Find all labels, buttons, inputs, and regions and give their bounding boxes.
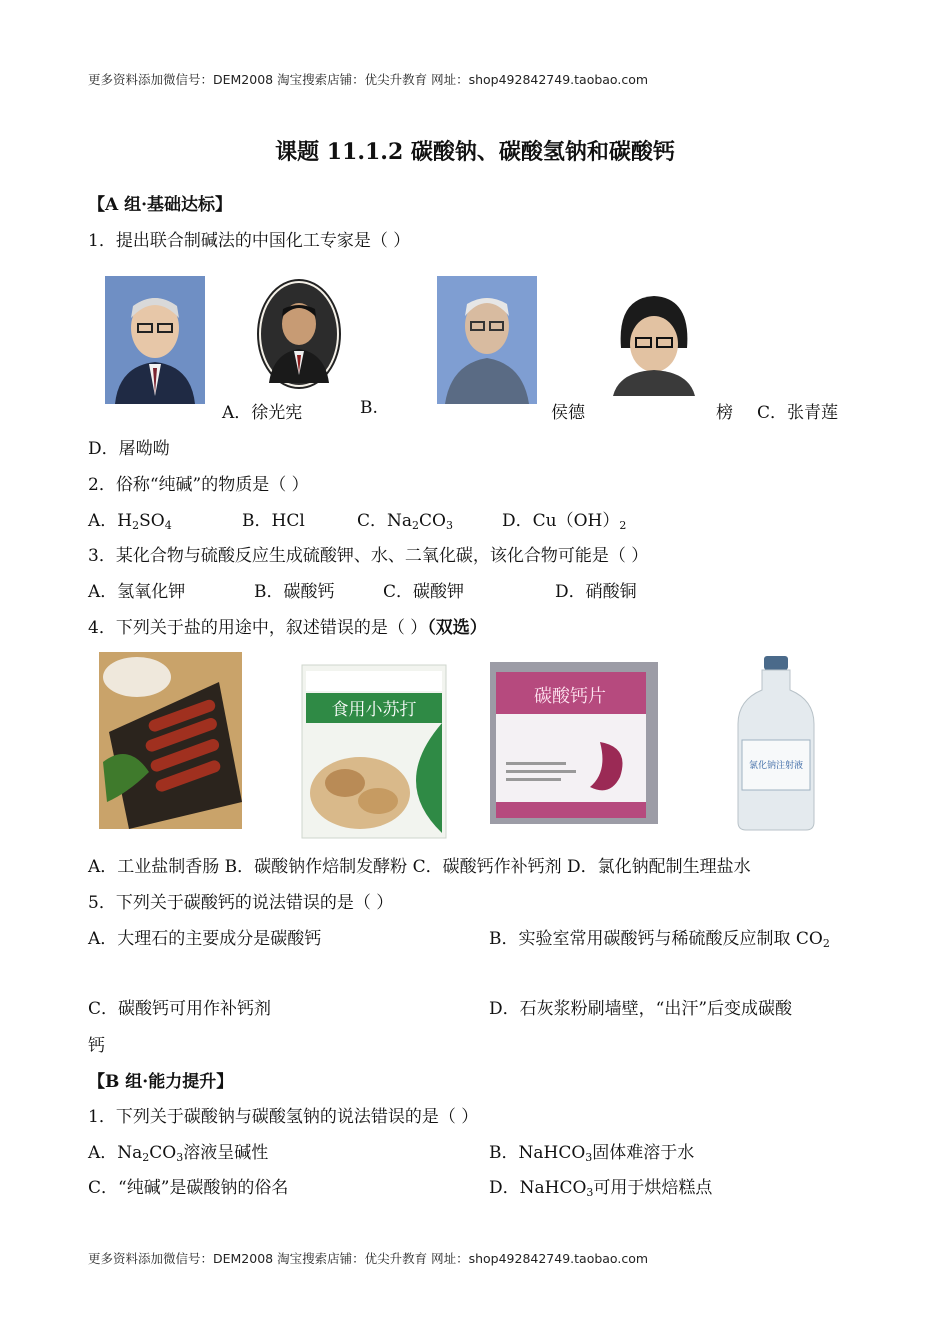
q4-options: A．工业盐制香肠 B．碳酸钠作焙制发酵粉 C．碳酸钙作补钙剂 D．氯化钠配制生理盐水 [88,857,751,877]
q1-option-b-name-part1: 侯德 [551,403,585,423]
q3-stem: 3．某化合物与硫酸反应生成硫酸钾、水、二氧化碳，该化合物可能是（ ） [88,546,649,566]
q5-option-d-continued: 钙 [88,1036,105,1056]
calcium-carbonate-tablets-image [490,662,658,824]
q1-option-a: A．徐光宪 [222,403,303,423]
section-a-heading: 【A 组·基础达标】 [88,195,233,215]
q5-option-a: A．大理石的主要成分是碳酸钙 [88,929,322,949]
q5-option-c: C．碳酸钙可用作补钙剂 [88,999,272,1019]
portrait-xu-guangxian [105,276,205,404]
q3-option-a: A．氢氧化钾 [88,582,186,602]
b1-option-c: C．“纯碱”是碳酸钠的俗名 [88,1178,289,1198]
calcium-tablets-label: 碳酸钙片 [534,686,606,707]
q1-option-c: C．张青莲 [757,403,839,423]
portrait-zhang-qinglian [437,276,537,404]
section-b-heading: 【B 组·能力提升】 [88,1072,234,1092]
sausage-image [99,652,242,829]
q1-option-b-name-part2: 榜 [716,403,733,423]
q5-option-d: D．石灰浆粉刷墙壁，“出汗”后变成碳酸 [489,999,793,1019]
q1-option-b: B. [360,398,378,418]
b1-option-d: D．NaHCO$_3$可用于烘焙糕点 [489,1178,713,1199]
q3-option-d: D．硝酸铜 [555,582,637,602]
baking-soda-package-image [300,663,448,840]
saline-bottle-image [734,654,818,832]
q2-option-b: B．HCl [242,511,305,531]
page-title: 课题 11.1.2 碳酸钠、碳酸氢钠和碳酸钙 [275,139,675,165]
q1-stem: 1．提出联合制碱法的中国化工专家是（ ） [88,231,411,251]
q3-option-c: C．碳酸钾 [383,582,465,602]
q5-stem: 5．下列关于碳酸钙的说法错误的是（ ） [88,893,394,913]
q2-stem: 2．俗称“纯碱”的物质是（ ） [88,475,309,495]
b1-option-b: B．NaHCO$_3$固体难溶于水 [489,1143,695,1164]
q3-option-b: B．碳酸钙 [254,582,335,602]
q2-option-d: D．$Cu(OH)_2$ [502,511,627,532]
q2-option-a: A．$H_2SO_4$ [88,511,172,532]
b1-option-a: A．$Na_2CO_3$溶液呈碱性 [88,1143,269,1164]
page-footer: 更多资料添加微信号：DEM2008 淘宝搜索店铺：优尖升教育 网址：shop492842749.taobao.com [88,1251,649,1266]
q2-option-c: C．$Na_2CO_3$ [357,511,453,532]
page-header: 更多资料添加微信号：DEM2008 淘宝搜索店铺：优尖升教育 网址：shop492842749.taobao.com [88,72,649,87]
b1-stem: 1．下列关于碳酸钠与碳酸氢钠的说法错误的是（ ） [88,1107,479,1127]
saline-label: 氯化钠注射液 [748,761,804,771]
q4-stem: 4．下列关于盐的用途中，叙述错误的是（ ）（双选） [88,618,487,638]
portrait-tu-youyou [607,288,701,396]
baking-soda-label: 食用小苏打 [331,700,417,720]
q5-option-b: B．实验室常用碳酸钙与稀硫酸反应制取 $CO_2$ [489,929,830,950]
q1-option-d: D．屠呦呦 [88,439,170,459]
portrait-hou-debang [257,279,341,389]
